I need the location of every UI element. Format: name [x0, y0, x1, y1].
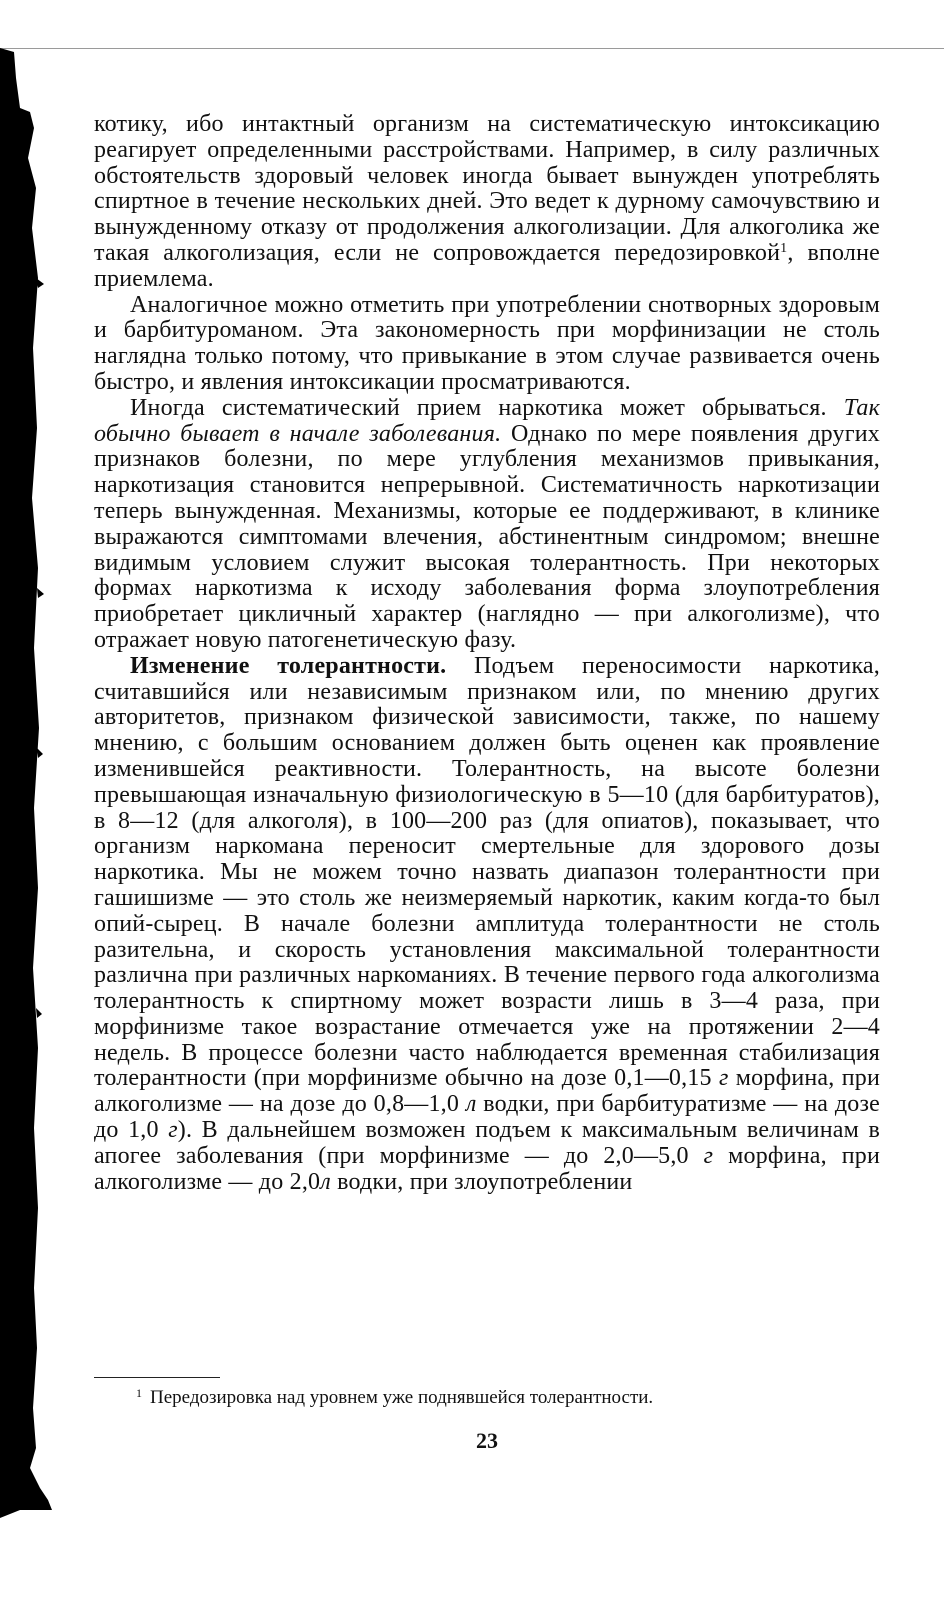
italic-text: г	[168, 1117, 178, 1144]
scan-margin-shadow	[0, 48, 52, 1600]
text-run: Аналогичное можно отметить при употреблении снотворных здоровым и барбитуроманом. Эта закономерность при морфинизации не столь наглядна только потому, что привыкание в этом случае развивается очень быстро, и явления интоксикации просматриваются.	[94, 291, 880, 395]
italic-text: л	[320, 1168, 331, 1195]
italic-text: г	[718, 1065, 729, 1092]
page-body-text	[94, 112, 880, 1195]
text-run: морфина, при алкоголизме — до 2,0	[94, 1142, 880, 1195]
paragraph	[94, 396, 880, 654]
footnote-separator	[94, 1377, 220, 1378]
footnote	[136, 1387, 836, 1409]
page-number: 23	[476, 1428, 498, 1453]
italic-text: г	[703, 1142, 714, 1169]
text-run: , вполне приемлема.	[94, 239, 880, 292]
page-top-rule	[0, 48, 944, 49]
text-run: ). В дальнейшем возможен подъем к максимальным величинам в апогее заболевания (при морфинизме — до 2,0—5,0	[94, 1117, 880, 1169]
text-run: Иногда систематический прием наркотика может обрываться.	[130, 394, 844, 421]
paragraph	[94, 654, 880, 1196]
italic-text: л	[465, 1091, 477, 1118]
footnote-reference: 1	[780, 240, 788, 256]
italic-text: Так обычно бывает в начале заболевания.	[94, 394, 880, 447]
text-run: Однако по мере появления других признаков болезни, по мере углубления механизмов привыкания, наркотизация становится непрерывной. Систематичность наркотизации теперь вынужденная. Механизмы, которые ее поддерживают, в клинике выражаются симптомами влечения, абстинентным синдромом; внешне видимым условием служит высокая толерантность. При некоторых формах наркотизма к исходу заболевания форма злоупотребления приобретает цикличный характер (наглядно — при алкоголизме), что отражает новую патогенетическую фазу.	[94, 420, 880, 653]
paragraph-continuation	[94, 112, 880, 293]
text-run: морфина, при алкоголизме — на дозе до 0,8—1,0	[94, 1065, 881, 1118]
text-run: котику, ибо интактный организм на систематическую интоксикацию реагирует определенными расстройствами. Например, в силу различных обстоятельств здоровый человек иногда бывает вынужден употреблять спиртное в течение нескольких дней. Это ведет к дурному самочувствию и вынужденному отказу от продолжения алкоголизации. Для алкоголика же такая алкоголизация, если не сопровождается передозировкой	[94, 111, 880, 266]
section-heading: Изменение толерантности.	[130, 652, 447, 679]
paragraph	[94, 293, 880, 396]
footnote-text: Передозировка над уровнем уже поднявшейся толерантности.	[150, 1387, 654, 1408]
footnote-marker: 1	[136, 1386, 142, 1400]
text-run: водки, при барбитуратизме — на дозе до 1,0	[94, 1091, 880, 1144]
text-run: водки, при злоупотреблении	[330, 1168, 633, 1195]
text-run: Подъем переносимости наркотика, считавшийся или независимым признаком или, по мнению других авторитетов, признаком физической зависимости, также, по нашему мнению, с большим основанием должен быть оценен как проявление изменившейся реактивности. Толерантность, на высоте болезни превышающая изначальную физиологическую в 5—10 (для барбитуратов), в 8—12 (для алкоголя), в 100—200 раз (для опиатов), показывает, что организм наркомана переносит смертельные для здорового дозы наркотика. Мы не можем точно назвать диапазон толерантности при гашишизме — это столь же неизмеряемый наркотик, каким когда-то был опий-сырец. В начале болезни амплитуда толерантности не столь разительна, и скорость установления максимальной толерантности различна при различных наркоманиях. В течение первого года алкоголизма толерантность к спиртному может возрасти лишь в 3—4 раза, при морфинизме такое возрастание отмечается уже на протяжении 2—4 недель. В процессе болезни часто наблюдается временная стабилизация толерантности (при морфинизме обычно на дозе 0,1—0,15	[94, 652, 880, 1092]
